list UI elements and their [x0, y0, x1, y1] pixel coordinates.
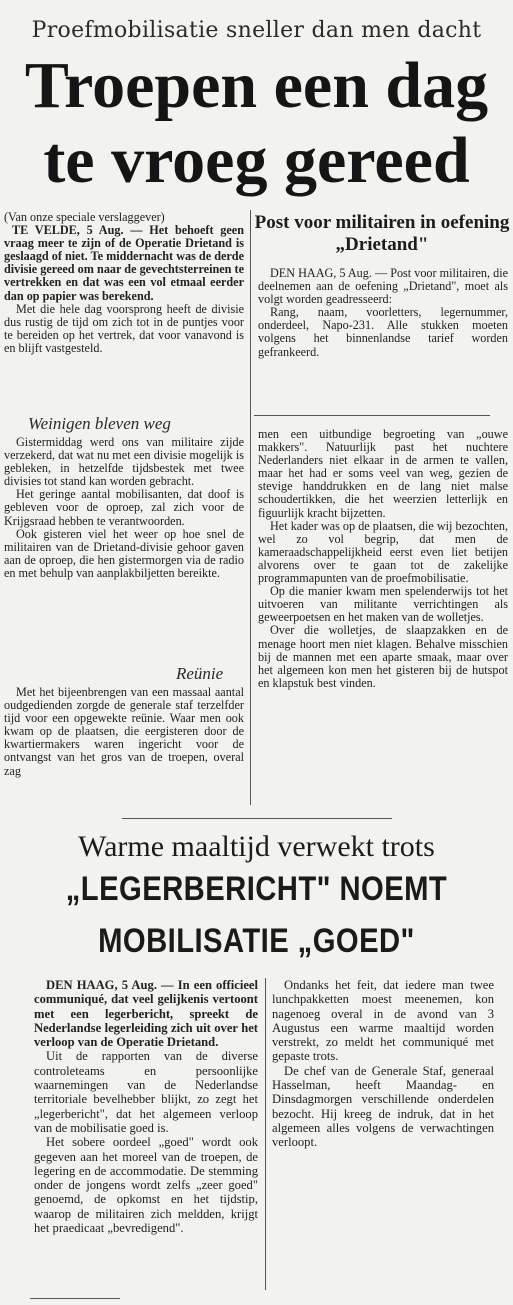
article-separator [122, 818, 392, 819]
column-divider [250, 210, 251, 805]
article2-column-right [272, 978, 494, 1150]
article2-end-rule [30, 1298, 120, 1299]
article1-column-left-3 [4, 686, 244, 778]
article1-paragraph: Op die manier kwam men spelenderwijs tot het uitvoeren van militante verrichtingen als geweerpoetsen en het maken van de wolletjes. [258, 584, 508, 625]
article1-headline-line1: Troepen een dag [24, 49, 489, 122]
article1-column-right [258, 428, 508, 690]
article1-kicker: Proefmobilisatie sneller dan men dacht [31, 18, 482, 43]
article1-lead: Het behoeft geen vraag meer te zijn of de Operatie Drietand is geslaagd of niet. Te middernacht was de derde divisie gereed om naar de gevechtsterreinen te vertrekken en dat was een vol etmaal eerder dan op papier was berekend. [4, 223, 244, 303]
box-paragraph: DEN HAAG, 5 Aug. — Post voor militairen, die deelnemen aan de oefening „Drietand", moet als volgt worden geadresseerd: [258, 266, 508, 307]
article2-column-left [34, 978, 258, 1235]
article1-byline: (Van onze speciale verslaggever) [4, 210, 165, 224]
article1-paragraph: Ook gisteren viel het weer op hoe snel de militairen van de Drietand-divisie gehoor gaven aan de oproep, die hen gistermorgen via de radio en met behulp van aanplakbiljetten bereikte. [4, 526, 244, 580]
article2-paragraph: Uit de rapporten van de diverse controleteams en persoonlijke waarnemingen van de Nederlandse territoriale bevelhebber blijkt, zo zegt het „legerbericht", dat het algemeen verloop van de mobilisatie goed is. [34, 1049, 258, 1135]
article1-headline-line2: te vroeg gereed [43, 124, 470, 197]
article1-dateline: TE VELDE, 5 Aug. — [12, 223, 143, 238]
box-bottom-rule [254, 415, 490, 416]
article2-headline-line1: „LEGERBERICHT" NOEMT [65, 870, 448, 908]
article1-subhead-weinigen: Weinigen bleven weg [28, 414, 171, 433]
box-body [258, 267, 508, 359]
article1-column-left-2 [4, 436, 244, 580]
article1-paragraph: Het kader was op de plaatsen, die wij bezochten, wel zo vol begrip, dat men de kameraadschappelijkheid eerst even liet betijen alvorens over te gaan tot de zakelijke programmapunten van de proefmobilisatie. [258, 518, 508, 586]
box-title: Post voor militairen in oefening „Drietand" [254, 212, 510, 255]
article1-paragraph: Over die wolletjes, de slaapzakken en de menage hoort men niet klagen. Behalve misschien bij de mannen met een aparte smaak, maar over het algemeen kon men het gisteren bij de hutspot en klapstuk best vinden. [258, 623, 508, 690]
article1-paragraph: Met het bijeenbrengen van een massaal aantal oudgedienden zorgde de generale staf terzelfder tijd voor een opgewekte reünie. Waar men ook kwam op de plaatsen, die eergisteren door de kwartiermakers waren ingericht voor de ontvangst van het gros van de troepen, overal zag [4, 685, 244, 778]
article2-paragraph: Het sobere oordeel „goed" wordt ook gegeven aan het moreel van de troepen, de legering en de accommodatie. De stemming onder de jongens wordt zelfs „zeer goed" genoemd, de opkomst en het tijdstip, waarop de militairen zich meldden, krijgt het praedicaat „bevredigend". [34, 1135, 258, 1236]
article2-headline-line2: MOBILISATIE „GOED" [98, 922, 415, 960]
article1-subhead-reunie: Reünie [176, 664, 224, 683]
article2-lead: DEN HAAG, 5 Aug. — In een officieel communiqué, dat veel gelijkenis vertoont met een legerbericht, spreekt de Nederlandse legerleiding zich uit over het verloop van de Operatie Drietand. [34, 978, 258, 1050]
article1-paragraph: Gistermiddag werd ons van militaire zijde verzekerd, dat wat nu met een divisie mogelijk is gebleken, in hetzelfde tijdsbestek met twee divisies tot stand kan worden gebracht. [4, 435, 244, 489]
article2-paragraph: Ondanks het feit, dat iedere man twee lunchpakketten moest meenemen, kon nagenoeg overal in de avond van 3 Augustus een warme maaltijd worden verstrekt, zo meldt het communiqué met gepaste trots. [272, 978, 494, 1064]
article2-column-divider [265, 978, 266, 1290]
article1-paragraph: Met die hele dag voorsprong heeft de divisie dus rustig de tijd om zich tot in de puntjes voor te bereiden op het vertrek, dat voor vanavond is en blijft vastgesteld. [4, 301, 244, 355]
article2-kicker: Warme maaltijd verwekt trots [78, 830, 435, 863]
article1-column-left [4, 211, 244, 355]
article1-paragraph: Het geringe aantal mobilisanten, dat doof is gebleven voor de oproep, zal zich voor de Krijgsraad hebben te verantwoorden. [4, 487, 244, 528]
article2-paragraph: De chef van de Generale Staf, generaal Hasselman, heeft Maandag- en Dinsdagmorgen verschillende onderdelen bezocht. Hij kreeg de indruk, dat in het algemeen alles volgens de verwachtingen verloopt. [272, 1063, 494, 1150]
article1-paragraph: men een uitbundige begroeting van „ouwe makkers". Natuurlijk past het nuchtere Nederlanders niet elkaar in de armen te vallen, maar het had er soms veel van weg, gezien de stevige handdrukken en de lang niet malse schoudertikken, die het weerzien letterlijk en figuurlijk kracht bijzetten. [258, 427, 508, 520]
box-paragraph: Rang, naam, voorletters, legernummer, onderdeel, Napo-231. Alle stukken moeten volgens het binnenlandse tarief worden gefrankeerd. [258, 305, 508, 359]
